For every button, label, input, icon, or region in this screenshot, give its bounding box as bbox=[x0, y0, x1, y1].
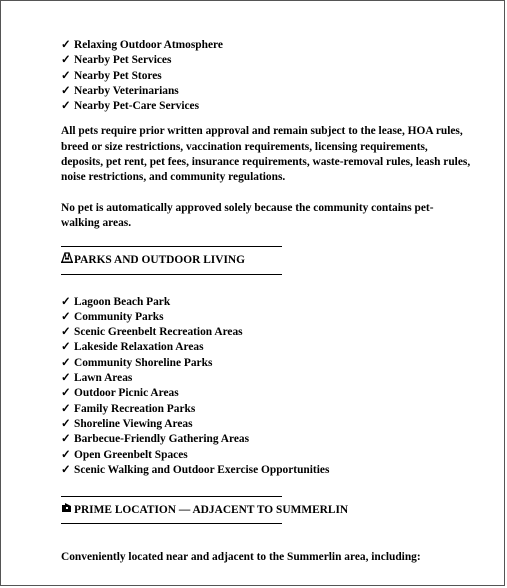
location-intro-paragraph: Conveniently located near and adjacent to the Summerlin area, including: bbox=[61, 551, 421, 564]
section-title: PRIME LOCATION — ADJACENT TO SUMMERLIN bbox=[74, 504, 349, 517]
list-item: ✓ Community Parks bbox=[61, 310, 471, 325]
parks-section-heading bbox=[61, 252, 471, 268]
list-item: ✓ Lawn Areas bbox=[61, 371, 471, 386]
list-item: ✓ Barbecue-Friendly Gathering Areas bbox=[61, 432, 471, 447]
check-icon: ✓ bbox=[61, 341, 71, 354]
list-item: ✓ Open Greenbelt Spaces bbox=[61, 448, 471, 463]
check-icon: ✓ bbox=[61, 356, 71, 369]
section-divider bbox=[61, 496, 282, 497]
section-divider bbox=[61, 523, 282, 524]
location-section-heading bbox=[61, 502, 471, 518]
check-icon: ✓ bbox=[61, 326, 71, 339]
list-item: ✓ Family Recreation Parks bbox=[61, 402, 471, 417]
section-divider bbox=[61, 274, 282, 275]
document-content bbox=[61, 38, 471, 566]
list-item: ✓ Shoreline Viewing Areas bbox=[61, 417, 471, 432]
check-icon: ✓ bbox=[61, 69, 71, 82]
pet-policy-paragraph: All pets require prior written approval and remain subject to the lease, HOA rules, breed or size restrictions, vaccination requirements, licensing requirements, deposits, pet rent, pet fees, insurance requirements, waste-removal rules, leash rules, noise restrictions, and community regulations. bbox=[61, 125, 471, 184]
list-item: ✓ Nearby Pet Stores bbox=[61, 69, 471, 84]
check-icon: ✓ bbox=[61, 387, 71, 400]
list-item: ✓ Relaxing Outdoor Atmosphere bbox=[61, 38, 471, 53]
list-item: ✓ Lagoon Beach Park bbox=[61, 295, 471, 310]
list-item: ✓ Lakeside Relaxation Areas bbox=[61, 340, 471, 355]
no-auto-approval-paragraph: No pet is automatically approved solely because the community contains pet-walking areas. bbox=[61, 201, 434, 229]
section-divider bbox=[61, 246, 282, 247]
check-icon: ✓ bbox=[61, 417, 71, 430]
list-item: ✓ Nearby Pet-Care Services bbox=[61, 99, 471, 114]
check-icon: ✓ bbox=[61, 372, 71, 385]
list-item: ✓ Scenic Greenbelt Recreation Areas bbox=[61, 325, 471, 340]
amenities-list bbox=[61, 38, 471, 114]
check-icon: ✓ bbox=[61, 100, 71, 113]
check-icon: ✓ bbox=[61, 39, 71, 51]
parks-list bbox=[61, 295, 471, 479]
check-icon: ✓ bbox=[61, 463, 71, 476]
list-item: ✓ Outdoor Picnic Areas bbox=[61, 386, 471, 401]
check-icon: ✓ bbox=[61, 310, 71, 323]
section-title: PARKS AND OUTDOOR LIVING bbox=[74, 254, 245, 267]
check-icon: ✓ bbox=[61, 402, 71, 415]
check-icon: ✓ bbox=[61, 433, 71, 446]
check-icon: ✓ bbox=[61, 295, 71, 308]
map-pin-icon bbox=[61, 502, 74, 518]
check-icon: ✓ bbox=[61, 448, 71, 461]
list-item: ✓ Nearby Pet Services bbox=[61, 53, 471, 68]
list-item: ✓ Scenic Walking and Outdoor Exercise Opportunities bbox=[61, 463, 471, 478]
list-item: ✓ Nearby Veterinarians bbox=[61, 84, 471, 99]
check-icon: ✓ bbox=[61, 84, 71, 97]
list-item: ✓ Community Shoreline Parks bbox=[61, 356, 471, 371]
swing-icon bbox=[61, 252, 74, 268]
check-icon: ✓ bbox=[61, 54, 71, 67]
